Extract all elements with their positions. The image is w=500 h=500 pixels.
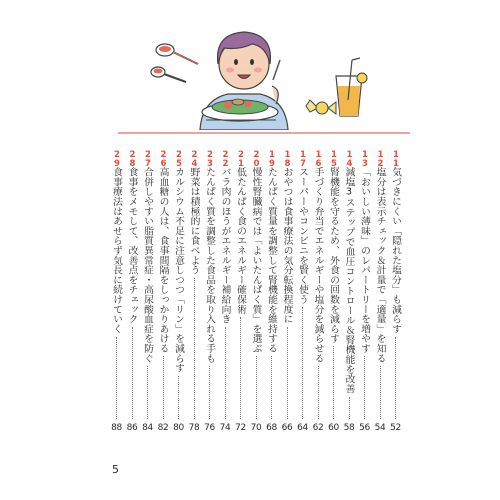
candy-icon — [306, 100, 336, 114]
toc-leader-dots — [256, 356, 257, 419]
toc-entry[interactable] — [327, 150, 340, 435]
toc-entry-page: 80 — [173, 423, 184, 433]
toc-entry-number: 16 — [313, 150, 324, 168]
toc-leader-dots — [333, 346, 334, 419]
toc-leader-dots — [240, 317, 241, 419]
toc-entry-number: 28 — [127, 150, 138, 168]
toc-entry-title: バラ肉のほうがエネルギー補給向き — [219, 167, 231, 324]
toc-entry-number: 23 — [205, 150, 215, 168]
toc-entry-page: 58 — [343, 423, 355, 433]
toc-entry[interactable] — [141, 150, 154, 435]
toc-entry[interactable] — [358, 150, 371, 435]
toc-entry-title: 低たんぱく食のエネルギー確保術 — [235, 167, 246, 314]
toc-entry-page: 72 — [235, 423, 246, 433]
toc-entry-title: 野菜は積極的に食べよう — [188, 167, 200, 275]
toc-entry-number: 29 — [112, 150, 122, 168]
toc-entry-number: 20 — [251, 150, 262, 168]
toc-entry-title: たんぱく質を調整した食品を取り入れる手も — [204, 167, 215, 363]
toc-entry-page: 62 — [312, 423, 324, 433]
toc-entry-number: 22 — [220, 150, 231, 168]
toc-entry-title: カルシウム不足に注意しつつ「リン」を減らす — [173, 167, 184, 373]
header-rule — [118, 132, 410, 134]
toc-entry-page: 74 — [219, 423, 231, 433]
toc-entry-number: 11 — [391, 150, 401, 168]
toc-entry-number: 17 — [298, 150, 308, 168]
toc-leader-dots — [163, 356, 164, 419]
toc-entry-page: 86 — [126, 423, 138, 433]
toc-leader-dots — [302, 307, 303, 419]
toc-leader-dots — [349, 397, 350, 419]
woman-eating-icon — [140, 20, 370, 130]
page-number: 5 — [112, 463, 119, 476]
toc-entry-number: 21 — [236, 150, 246, 168]
toc-entry-title: 高血糖の人は、食事間隔をしっかりあける — [157, 167, 169, 354]
toc-entry-number: 25 — [174, 150, 184, 168]
toc-entry-number: 18 — [282, 150, 293, 168]
toc-entry[interactable] — [188, 150, 201, 435]
toc-entry[interactable] — [389, 150, 402, 435]
toc-entry[interactable] — [265, 150, 278, 435]
toc-entry-title: 腎機能を守るため、外食の回数を減らす — [328, 167, 339, 344]
toc-entry-number: 12 — [375, 150, 386, 168]
toc-entry-number: 13 — [360, 150, 370, 168]
toc-entry[interactable] — [110, 150, 123, 435]
toc-entry-title: 気づきにくい「隠れた塩分」も減らす — [390, 167, 401, 334]
toc-entry[interactable] — [157, 150, 170, 435]
toc-entry[interactable] — [203, 150, 216, 435]
toc-entry-page: 84 — [142, 423, 153, 433]
toc-leader-dots — [178, 376, 179, 419]
toc-entry-title: 手づくり弁当でエネルギーや塩分を減らせる — [312, 167, 324, 363]
juice-glass-icon — [336, 58, 367, 116]
toc-entry-title: 慢性腎臓病では「よいたんぱく質」を選ぶ — [250, 167, 262, 354]
toc-entry-page: 54 — [374, 423, 386, 433]
toc-entry-title: 塩分は表示チェック＆計量で「適量」を知る — [374, 167, 386, 363]
toc-entry-title: 「おいしい薄味」のレパートリーを増やす — [359, 167, 370, 354]
toc-entry[interactable] — [312, 150, 325, 435]
toc-entry-title: 合併しやすい脂質異常症・高尿酸血症を防ぐ — [142, 167, 153, 363]
toc-entry-page: 68 — [266, 423, 277, 433]
toc-entry[interactable] — [126, 150, 139, 435]
toc-entry[interactable] — [374, 150, 387, 435]
toc-leader-dots — [395, 337, 396, 419]
toc-leader-dots — [318, 366, 319, 419]
toc-entry[interactable] — [296, 150, 309, 435]
toc-entry-title: スーパーやコンビニを賢く使う — [297, 167, 308, 305]
toc-leader-dots — [209, 366, 210, 419]
toc-entry-page: 66 — [281, 423, 293, 433]
toc-entry[interactable] — [172, 150, 185, 435]
table-of-contents — [111, 150, 414, 435]
toc-leader-dots — [271, 356, 272, 419]
toc-entry-title: 食事療法はあせらず気長に続けていく — [111, 167, 122, 334]
toc-entry-page: 76 — [204, 423, 215, 433]
toc-leader-dots — [287, 327, 288, 419]
toc-entry[interactable] — [250, 150, 263, 435]
toc-entry-page: 52 — [390, 423, 401, 433]
toc-entry[interactable] — [343, 150, 356, 435]
toc-entry-page: 88 — [111, 423, 122, 433]
toc-entry-number: 15 — [329, 150, 339, 168]
toc-entry-title: おやつは食事療法の気分転換程度に — [281, 167, 293, 324]
toc-leader-dots — [225, 327, 226, 419]
toc-entry-number: 19 — [267, 150, 277, 168]
toc-entry-page: 82 — [157, 423, 169, 433]
toc-entry-number: 26 — [158, 150, 169, 168]
toc-leader-dots — [132, 327, 133, 419]
toc-entry-title: たんぱく質量を調整して腎機能を維持する — [266, 167, 277, 354]
toc-entry-number: 24 — [189, 150, 200, 168]
toc-entry-page: 64 — [297, 423, 308, 433]
toc-entry[interactable] — [219, 150, 232, 435]
toc-entry-page: 78 — [188, 423, 200, 433]
toc-entry-page: 70 — [250, 423, 262, 433]
toc-leader-dots — [116, 337, 117, 419]
illustration — [140, 20, 370, 130]
toc-entry-page: 56 — [359, 423, 370, 433]
toc-entry-title: 食事をメモして、改善点をチェック — [126, 167, 138, 324]
toc-entry-number: 27 — [143, 150, 153, 168]
toc-leader-dots — [364, 356, 365, 419]
toc-leader-dots — [194, 278, 195, 419]
toc-entry-page: 60 — [328, 423, 339, 433]
toc-leader-dots — [147, 366, 148, 419]
toc-entry[interactable] — [281, 150, 294, 435]
toc-entry[interactable] — [234, 150, 247, 435]
toc-entry-title: 減塩3ステップで血圧コントロール＆腎機能を改善 — [343, 167, 355, 394]
toc-entry-number: 14 — [344, 150, 355, 168]
measuring-spoon-icon — [151, 44, 198, 82]
toc-leader-dots — [380, 366, 381, 419]
